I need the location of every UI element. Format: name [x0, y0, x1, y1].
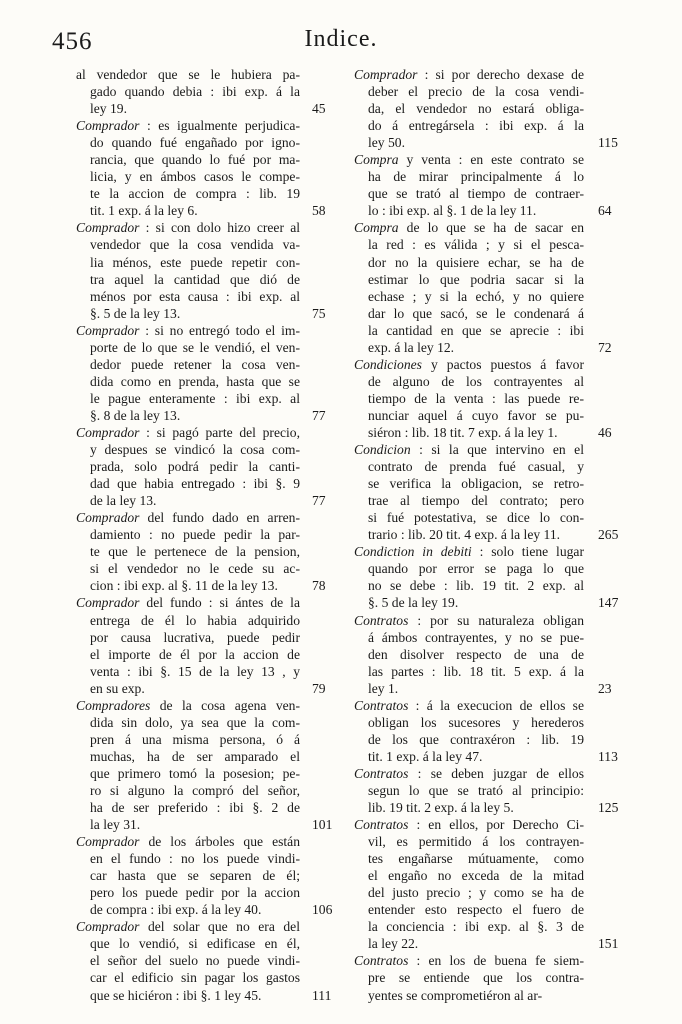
- entry-line: dida sin dolo, ya sea que la com-: [90, 714, 300, 730]
- page-reference: 151: [598, 936, 619, 952]
- entry-line: Comprador del fundo dado en arren-: [76, 510, 300, 526]
- index-entry: [354, 66, 618, 151]
- entry-line: y despues se vindicó la cosa com-: [90, 442, 300, 458]
- page-reference: 111: [312, 987, 332, 1003]
- entry-line: exp. á la ley 12.: [368, 339, 455, 355]
- entry-headword: Compra: [354, 220, 399, 236]
- page-reference: 23: [598, 680, 612, 696]
- entry-line: no se debe : lib. 19 tit. 2 exp. al: [368, 578, 584, 594]
- entry-line: Condicion : si la que intervino en el: [354, 442, 584, 458]
- entry-line: por causa lucrativa, puede pedir: [90, 629, 300, 645]
- entry-line: yentes se comprometiéron al ar-: [368, 987, 543, 1003]
- index-entry: [354, 441, 619, 543]
- entry-line: que se trató al tiempo de contraer-: [368, 186, 584, 202]
- entry-line: muchas, ha de ser amparado el: [90, 748, 300, 764]
- page-reference: 79: [312, 680, 326, 696]
- page-reference: 106: [312, 902, 333, 918]
- entry-headword: Comprador: [76, 424, 140, 440]
- entry-headword: Comprador: [76, 595, 140, 611]
- entry-line: Condiction in debiti : solo tiene lugar: [354, 544, 584, 560]
- entry-line: vendedor que la cosa vendida va-: [90, 237, 300, 253]
- entry-line: ro si alguno la compró del señor,: [90, 782, 300, 798]
- entry-headword: Condicion: [354, 442, 411, 458]
- entry-line: ley 50.: [368, 135, 405, 151]
- entry-headword: Comprador: [76, 834, 140, 850]
- index-entry: [354, 543, 619, 611]
- entry-line: Compra y venta : en este contrato se: [354, 152, 584, 168]
- entry-line: Compra de lo que se ha de sacar en: [354, 220, 584, 236]
- index-entry: [76, 509, 326, 594]
- entry-line: trae al tiempo del contrato; pero: [368, 493, 584, 509]
- entry-line: tit. 1 exp. á la ley 47.: [368, 748, 483, 764]
- index-entry: [354, 765, 619, 816]
- running-head: Indice.: [304, 26, 378, 52]
- index-entry: [76, 424, 326, 509]
- index-entry: [76, 918, 332, 1003]
- entry-line: do quando fué engañado por igno-: [90, 135, 300, 151]
- entry-line: si fué potestativa, se dice lo con-: [368, 510, 584, 526]
- index-column-left: [76, 66, 333, 1004]
- entry-headword: Comprador: [76, 118, 140, 134]
- entry-line: la red : es válida ; y si el pesca-: [368, 237, 584, 253]
- entry-line: quando por error se paga lo que: [368, 561, 584, 577]
- entry-headword: Comprador: [354, 67, 418, 82]
- entry-line: lo : ibi exp. al §. 1 de la ley 11.: [368, 203, 537, 219]
- page-reference: 46: [598, 424, 612, 440]
- entry-line: la conciencia : ibi exp. al §. 3 de: [368, 919, 584, 935]
- entry-line: pero los puede pedir por la accion: [90, 885, 300, 901]
- entry-line: venta : ibi §. 15 de la ley 13 , y: [90, 663, 300, 679]
- index-entry: [354, 952, 584, 1003]
- entry-line: la cantidad en que se aprecie : ibi: [368, 322, 584, 338]
- entry-line: te que le pertenece de la pension,: [90, 544, 300, 560]
- entry-line: deber el precio de la cosa vendi-: [368, 84, 584, 100]
- index-entry: [76, 117, 326, 219]
- entry-line: te la accion de compra : lib. 19: [90, 186, 300, 202]
- entry-line: de los que contraxéron : lib. 19: [368, 731, 584, 747]
- entry-line: de la ley 13.: [90, 493, 157, 509]
- page-reference: 45: [312, 101, 326, 117]
- entry-line: entender esto respecto el fuero de: [368, 902, 584, 918]
- entry-line: echase ; y si la echó, y no quiere: [368, 288, 584, 304]
- entry-line: porte de lo que se le vendió, el ven-: [90, 339, 300, 355]
- page-reference: 64: [598, 203, 612, 219]
- entry-line: pre se entiende que los contra-: [368, 970, 584, 986]
- entry-line: rancia, que quando lo fué por ma-: [90, 152, 300, 168]
- entry-line: gado quando debia : ibi exp. á la: [90, 84, 300, 100]
- entry-line: dar lo que sacó, se le condenará á: [368, 305, 584, 321]
- entry-line: en su exp.: [90, 680, 145, 696]
- entry-line: Comprador : es igualmente perjudica-: [76, 118, 300, 134]
- entry-line: segun lo que se trató al principio:: [368, 782, 584, 798]
- page-reference: 113: [598, 748, 618, 764]
- entry-line: el engaño no exceda de la mitad: [368, 868, 584, 884]
- entry-line: cion : ibi exp. al §. 11 de la ley 13.: [90, 578, 278, 594]
- entry-line: Compradores de la cosa agena ven-: [76, 697, 300, 713]
- index-entry: [76, 697, 333, 833]
- entry-line: dor no la quisiere echar, se ha de: [368, 254, 584, 270]
- entry-line: Comprador de los árboles que están: [76, 834, 300, 850]
- page-reference: 77: [312, 407, 326, 423]
- entry-headword: Comprador: [76, 919, 140, 935]
- entry-line: Comprador : si no entregó todo el im-: [76, 322, 300, 338]
- page-reference: 78: [312, 578, 326, 594]
- entry-line: Comprador del fundo : si ántes de la: [76, 595, 300, 611]
- entry-line: las partes : lib. 18 tit. 5 exp. á la: [368, 663, 584, 679]
- page-reference: 125: [598, 800, 619, 816]
- entry-line: §. 8 de la ley 13.: [90, 407, 181, 423]
- index-entry: [354, 356, 612, 441]
- entry-headword: Condiciones: [354, 356, 422, 372]
- entry-line: el importe de él por la accion de: [90, 646, 300, 662]
- entry-line: al vendedor que se le hubiera pa-: [76, 67, 300, 82]
- entry-line: Contratos : por su naturaleza obligan: [354, 612, 584, 628]
- entry-line: que se hiciéron : ibi §. 1 ley 45.: [90, 987, 262, 1003]
- page-reference: 265: [598, 527, 619, 543]
- entry-line: Comprador : si por derecho dexase de: [354, 67, 584, 82]
- entry-headword: Contratos: [354, 953, 409, 969]
- entry-headword: Contratos: [354, 697, 409, 713]
- entry-line: del justo precio ; y como se ha de: [368, 885, 584, 901]
- entry-line: dad que habia entregado : ibi §. 9: [90, 476, 300, 492]
- entry-line: nunciar aquel á cuyo favor se pu-: [368, 407, 584, 423]
- entry-line: den disolver respecto de una de: [368, 646, 584, 662]
- entry-line: vil, es permitido á los contrayen-: [368, 834, 584, 850]
- entry-line: Comprador : si con dolo hizo creer al: [76, 220, 300, 236]
- entry-line: siéron : lib. 18 tit. 7 exp. á la ley 1.: [368, 424, 558, 440]
- entry-line: Contratos : se deben juzgar de ellos: [354, 765, 584, 781]
- entry-line: tra aquel la cantidad que dió de: [90, 271, 300, 287]
- entry-headword: Contratos: [354, 612, 409, 628]
- entry-line: ha de ser preferido : ibi §. 2 de: [90, 800, 300, 816]
- page-reference: 75: [312, 305, 326, 321]
- entry-line: tes engañarse mútuamente, como: [368, 851, 584, 867]
- page-reference: 77: [312, 493, 326, 509]
- page-reference: 101: [312, 817, 333, 833]
- page-reference: 72: [598, 339, 612, 355]
- index-entry: [354, 612, 612, 697]
- entry-line: damiento : no puede pedir la par-: [90, 527, 300, 543]
- entry-line: Comprador del solar que no era del: [76, 919, 300, 935]
- entry-line: se verifica la obligacion, se retro-: [368, 476, 584, 492]
- entry-line: car el edificio sin pagar los gastos: [90, 970, 300, 986]
- entry-line: á ámbos contrayentes, y no se pue-: [368, 629, 584, 645]
- entry-headword: Condiction in debiti: [354, 544, 472, 560]
- entry-line: da, el vendedor no estará obliga-: [368, 101, 584, 117]
- entry-line: ley 1.: [368, 680, 399, 696]
- entry-line: do á entregársela : ibi exp. á la: [368, 118, 584, 134]
- entry-line: que primero tomó la posesion; pe-: [90, 765, 300, 781]
- entry-line: ha de mirar principalmente á lo: [368, 169, 584, 185]
- entry-headword: Contratos: [354, 765, 409, 781]
- entry-line: ménos por esta causa : ibi exp. al: [90, 288, 300, 304]
- entry-line: Contratos : en ellos, por Derecho Ci-: [354, 817, 584, 833]
- entry-line: de alguno de los contrayentes al: [368, 373, 584, 389]
- entry-line: pren á una misma persona, ó á: [90, 731, 300, 747]
- entry-line: la ley 31.: [90, 817, 141, 833]
- index-entry: [76, 219, 326, 321]
- entry-line: si el vendedor no le cede su ac-: [90, 561, 300, 577]
- entry-line: ley 19.: [90, 101, 127, 117]
- index-entry: [76, 322, 326, 424]
- entry-line: lia ménos, este puede repetir con-: [90, 254, 300, 270]
- index-entry: [354, 697, 618, 765]
- index-entry: [354, 219, 612, 355]
- page-reference: 147: [598, 595, 619, 611]
- entry-line: §. 5 de la ley 13.: [90, 305, 181, 321]
- page-reference: 58: [312, 203, 326, 219]
- entry-line: tiempo de la venta : las puede re-: [368, 390, 584, 406]
- entry-line: Contratos : en los de buena fe siem-: [354, 953, 584, 969]
- index-entry: [76, 833, 333, 918]
- entry-line: que lo vendió, si edificase en él,: [90, 936, 300, 952]
- index-entry: [76, 66, 326, 117]
- entry-headword: Comprador: [76, 322, 140, 338]
- index-column-right: [354, 66, 619, 1004]
- entry-line: le pague enteramente : ibi exp. al: [90, 390, 300, 406]
- entry-line: en el fundo : no los puede vindi-: [90, 851, 300, 867]
- entry-headword: Compra: [354, 152, 399, 168]
- index-entry: [76, 594, 326, 696]
- entry-line: obligan los sucesores y herederos: [368, 714, 584, 730]
- entry-line: trario : lib. 20 tit. 4 exp. á la ley 11.: [368, 527, 561, 543]
- entry-line: prada, solo podrá pedir la canti-: [90, 459, 300, 475]
- entry-headword: Comprador: [76, 510, 140, 526]
- entry-line: Condiciones y pactos puestos á favor: [354, 356, 584, 372]
- index-entry: [354, 816, 619, 952]
- entry-line: lib. 19 tit. 2 exp. á la ley 5.: [368, 800, 514, 816]
- entry-line: car hasta que se separen de él;: [90, 868, 300, 884]
- entry-line: estimar lo que podria sacar si la: [368, 271, 584, 287]
- index-entry: [354, 151, 612, 219]
- entry-line: §. 5 de la ley 19.: [368, 595, 459, 611]
- entry-line: contrato de prenda fué casual, y: [368, 459, 584, 475]
- entry-line: la ley 22.: [368, 936, 419, 952]
- entry-headword: Contratos: [354, 817, 409, 833]
- entry-headword: Comprador: [76, 220, 140, 236]
- page-number: 456: [52, 28, 93, 55]
- entry-line: Comprador : si pagó parte del precio,: [76, 424, 300, 440]
- entry-line: de compra : ibi exp. á la ley 40.: [90, 902, 262, 918]
- entry-line: entrega de él lo habia adquirido: [90, 612, 300, 628]
- entry-line: tit. 1 exp. á la ley 6.: [90, 203, 198, 219]
- entry-line: el señor del suelo no puede vindi-: [90, 953, 300, 969]
- entry-line: dida como en prenda, hasta que se: [90, 373, 300, 389]
- entry-line: Contratos : á la execucion de ellos se: [354, 697, 584, 713]
- page-reference: 115: [598, 135, 618, 151]
- entry-line: licia, y en ámbos casos le compe-: [90, 169, 300, 185]
- entry-line: dedor puede retener la cosa ven-: [90, 356, 300, 372]
- entry-headword: Compradores: [76, 697, 151, 713]
